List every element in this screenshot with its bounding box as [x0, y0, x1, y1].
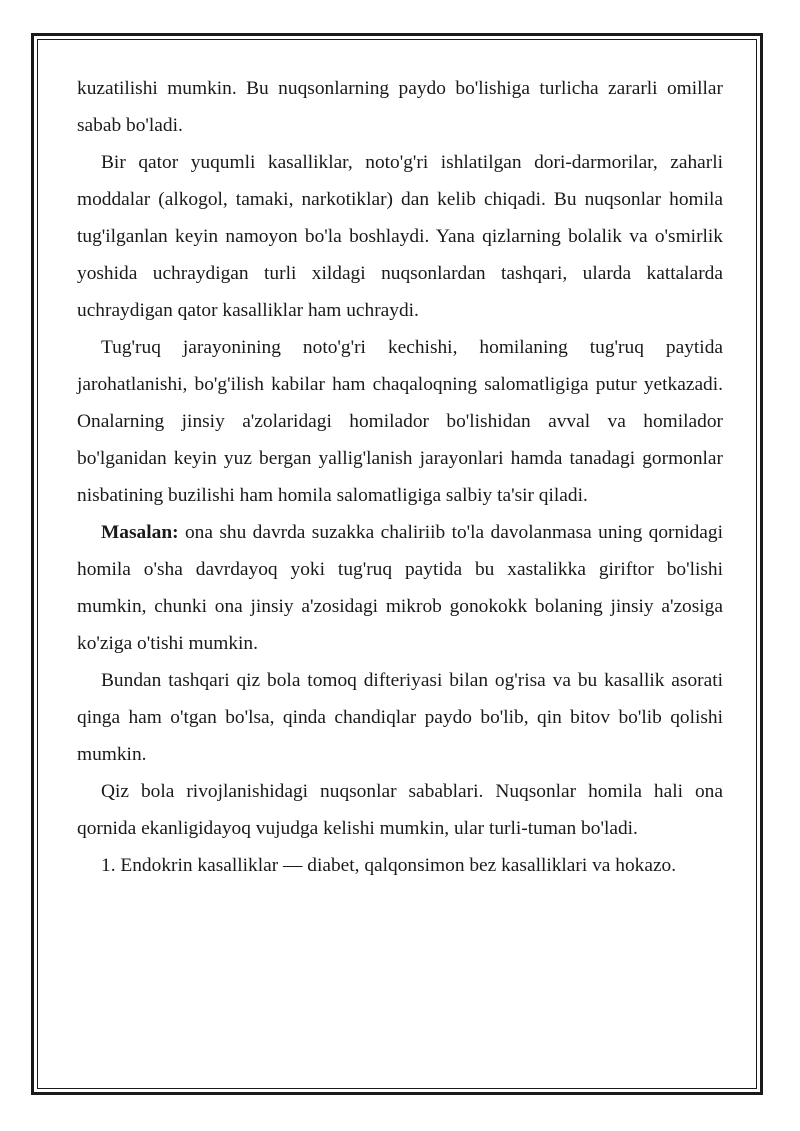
paragraph-defect-causes: Qiz bola rivojlanishidagi nuqsonlar sabablari. Nuqsonlar homila hali ona qornida ekanligidayoq vujudga kelishi mumkin, ular turli-tuman bo'ladi. — [77, 781, 723, 839]
paragraph-continuation: kuzatilishi mumkin. Bu nuqsonlarning paydo bo'lishiga turlicha zararli omillar sabab bo'ladi. — [77, 78, 723, 136]
paragraph-infections: Bir qator yuqumli kasalliklar, noto'g'ri ishlatilgan dori-darmorilar, zaharli moddalar (alkogol, tamaki, narkotiklar) dan kelib chiqadi. Bu nuqsonlar homila tug'ilganlan keyin namoyon bo'la boshlaydi. Yana qizlarning bolalik va o'smirlik yoshida uchraydigan turli xildagi nuqsonlardan tashqari, ularda kattalarda uchraydigan qator kasalliklar ham uchraydi. — [77, 152, 723, 321]
example-lead: Masalan: — [101, 522, 179, 543]
paragraph-birth-process: Tug'ruq jarayonining noto'g'ri kechishi, homilaning tug'ruq paytida jarohatlanishi, bo'g'ilish kabilar ham chaqaloqning salomatligiga putur yetkazadi. Onalarning jinsiy a'zolaridagi homilador bo'lishidan avval va homilador bo'lganidan keyin yuz bergan yallig'lanish jarayonlari hamda tanadagi gormonlar nisbatining buzilishi ham homila salomatligiga salbiy ta'sir qiladi. — [77, 337, 723, 506]
paragraph-diphtheria: Bundan tashqari qiz bola tomoq difteriyasi bilan og'risa va bu kasallik asorati qinga ham o'tgan bo'lsa, qinda chandiqlar paydo bo'lib, qin bitov bo'lib qolishi mumkin. — [77, 670, 723, 765]
list-item-endocrine: 1. Endokrin kasalliklar — diabet, qalqonsimon bez kasalliklari va hokazo. — [101, 855, 677, 876]
paragraph-example — [77, 514, 723, 662]
document-body — [77, 70, 723, 884]
example-text: ona shu davrda suzakka chaliriib to'la davolanmasa uning qornidagi homila o'sha davrdayoq yoki tug'ruq paytida bu xastalikka giriftor bo'lishi mumkin, chunki ona jinsiy a'zosidagi mikrob gonokokk bolaning jinsiy a'zosiga ko'ziga o'tishi mumkin. — [77, 522, 723, 654]
